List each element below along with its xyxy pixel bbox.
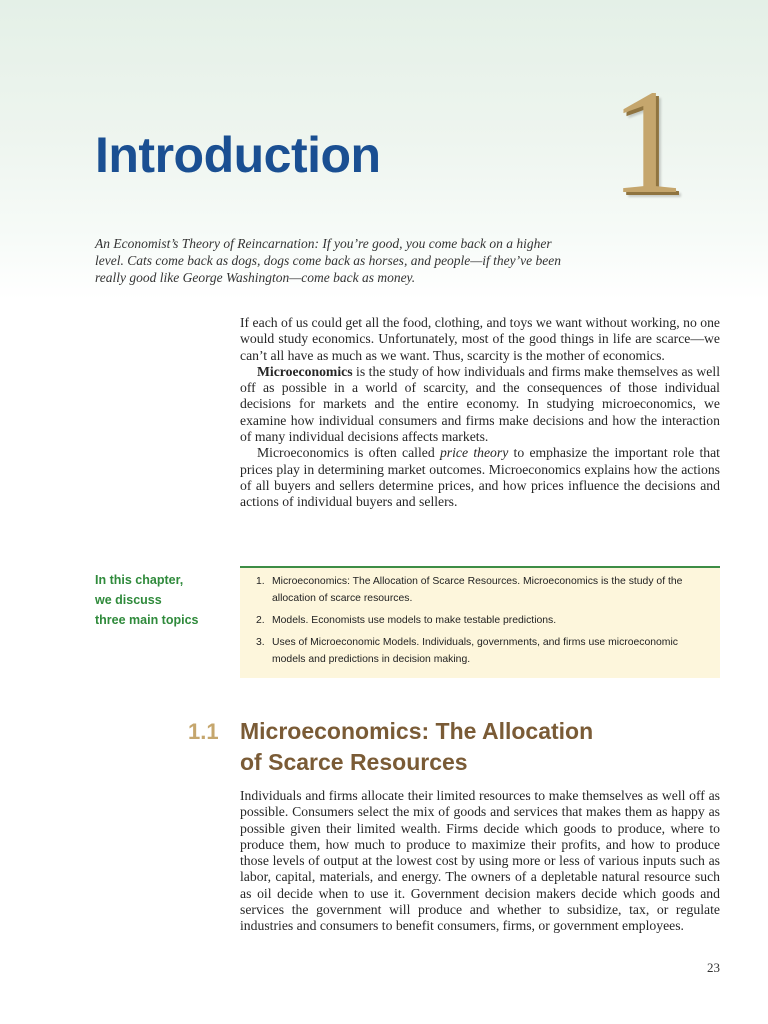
term-price-theory: price theory [439,445,509,461]
section-title-line-2: of Scarce Resources [240,749,468,775]
topic-item [256,634,712,668]
chapter-topics-list [256,573,712,668]
topic-text: Uses of Microeconomic Models. Individuals, governments, and firms use microeconomic models and predictions in decision making. [272,637,678,665]
topic-text: Microeconomics: The Allocation of Scarce Resources. Microeconomics is the study of the allocation of scarce resources. [272,576,683,604]
chapter-topics-box [240,566,720,678]
chapter-number: 1 [610,59,685,225]
intro-text [240,315,720,511]
intro-paragraph-1: If each of us could get all the food, clothing, and toys we want without working, no one would study economics. Unfortunately, most of the good things in life are scarce—we can’t all have as much as we want. Thus, scarcity is the mother of economics. [240,315,720,363]
key-term-microeconomics: Microeconomics [257,363,353,379]
epigraph: An Economist’s Theory of Reincarnation: If you’re good, you come back on a higher level. Cats come back as dogs, dogs come back as horses, and people—if they’ve been really good like George Washington—come back as money. [95,236,562,285]
topic-number: 1. [256,576,265,587]
chapter-topics-label [95,570,225,630]
chapter-title: Introduction [95,127,381,183]
section-body: Individuals and firms allocate their limited resources to make themselves as well off as possible. Consumers select the mix of goods and services that makes them as happy as possible given their limited wealth. Firms decide which goods to produce, where to produce them, how much to produce to maximize their profits, and how to produce those levels of output at the lowest cost by using more or less of various inputs such as labor, capital, materials, and energy. The owners of a depletable natural resource such as oil decide when to use it. Government decision makers decide which goods and services the government will produce and whether to subsidize, tax, or regulate industries and consumers to benefit consumers, firms, or government employees. [240,788,720,934]
intro-paragraph-3-start: Microeconomics is often called [257,445,440,461]
topic-number: 3. [256,637,265,648]
section-number: 1.1 [188,719,219,744]
chapter-topics-label-line: In this chapter, [95,573,184,587]
page-number: 23 [707,960,720,975]
intro-paragraph-3-text: to emphasize the important role that prices play in determining market outcomes. Microeconomics explains how the actions of all buyers and sellers determine prices, and how prices influence the decisions and actions of individual buyers and sellers. [240,445,720,510]
intro-paragraph-2-text: is the study of how individuals and firms make themselves as well off as possible in a world of scarcity, and the consequences of those individual decisions for markets and the entire economy. In studying microeconomics, we examine how individual consumers and firms make decisions and how the interaction of many individual decisions affects markets. [240,363,720,445]
topic-item [256,612,712,629]
section-title [240,716,660,778]
chapter-topics-label-line: we discuss [95,593,162,607]
intro-paragraph-3 [240,445,720,510]
topic-text: Models. Economists use models to make testable predictions. [272,615,557,626]
intro-paragraph-2 [240,364,720,445]
chapter-topics-label-line: three main topics [95,613,199,627]
topic-item [256,573,712,607]
section-title-line-1: Microeconomics: The Allocation [240,718,594,744]
topic-number: 2. [256,615,265,626]
